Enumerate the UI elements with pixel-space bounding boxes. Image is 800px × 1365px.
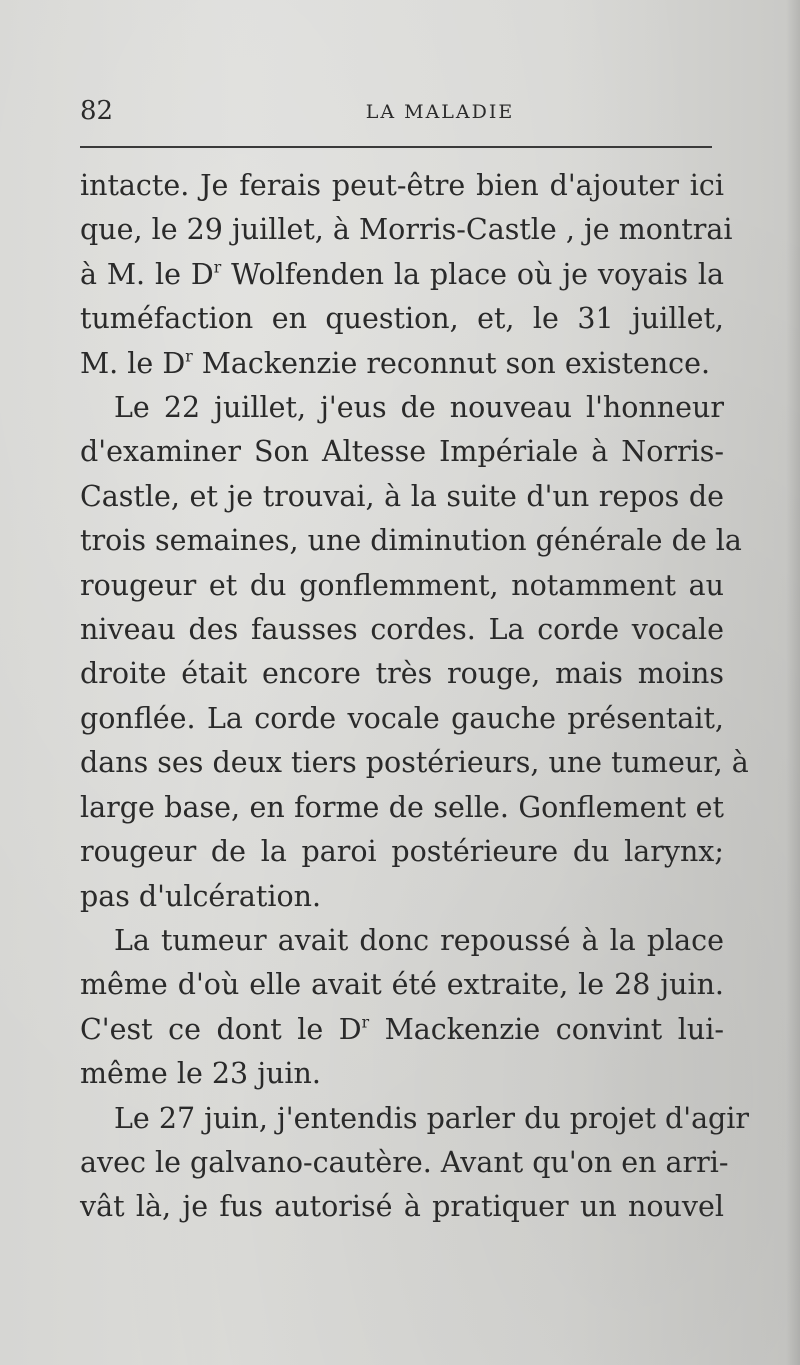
text-line xyxy=(80,1008,724,1052)
text-line xyxy=(80,342,724,386)
page-edge-shadow xyxy=(786,0,800,1365)
text-line-content: même le 23 juin. xyxy=(80,1057,321,1091)
text-line xyxy=(80,475,724,519)
text-line-content: même d'où elle avait été extraite, le 28 juin. xyxy=(80,968,724,1002)
page-number: 82 xyxy=(80,96,114,126)
text-line-content: large base, en forme de selle. Gonflement et xyxy=(80,790,724,824)
text-line xyxy=(80,1141,729,1185)
text-line xyxy=(80,1052,724,1096)
text-line-content: à M. le D xyxy=(80,257,214,291)
text-line-content: vât là, je fus autorisé à pratiquer un nouvel xyxy=(80,1190,724,1224)
text-line-content: Le 27 juin, j'entendis parler du projet d'agir xyxy=(114,1101,750,1135)
text-line xyxy=(80,519,742,563)
text-line-content: intacte. Je ferais peut-être bien d'ajouter ici xyxy=(80,169,724,202)
text-line-continuation: Mackenzie convint lui- xyxy=(369,1012,724,1046)
text-line xyxy=(80,786,724,830)
text-line-content: trois semaines, une diminution générale de la xyxy=(80,524,742,558)
running-title: LA MALADIE xyxy=(365,101,515,123)
text-line-content: droite était encore très rouge, mais moins xyxy=(80,657,724,691)
text-line xyxy=(80,386,724,430)
text-line xyxy=(80,564,724,608)
text-line-content: niveau des fausses cordes. La corde vocale xyxy=(80,613,724,647)
text-line-content: rougeur et du gonflemment, notamment au xyxy=(80,568,724,602)
text-line-content: Castle, et je trouvai, à la suite d'un repos de xyxy=(80,479,724,513)
text-line xyxy=(80,208,733,252)
text-line xyxy=(80,652,724,696)
text-line xyxy=(80,1185,724,1229)
text-line xyxy=(80,697,724,741)
text-line xyxy=(80,919,724,963)
text-line xyxy=(80,1097,750,1141)
header-rule xyxy=(80,146,712,148)
text-line xyxy=(80,297,724,341)
text-line-content: pas d'ulcération. xyxy=(80,879,322,913)
text-line xyxy=(80,253,724,297)
text-line xyxy=(80,741,749,785)
text-line-content: dans ses deux tiers postérieurs, une tumeur, à xyxy=(80,746,749,780)
body-text xyxy=(80,164,750,1230)
running-head xyxy=(80,96,720,130)
text-line-content: d'examiner Son Altesse Impériale à Norris- xyxy=(80,435,724,469)
superscript: r xyxy=(185,345,193,365)
text-line-content: La tumeur avait donc repoussé à la place xyxy=(114,923,724,957)
text-line xyxy=(80,430,724,474)
text-line-continuation: Mackenzie reconnut son existence. xyxy=(192,346,711,380)
superscript: r xyxy=(361,1011,370,1031)
text-line-content: M. le D xyxy=(80,346,186,380)
text-line-content: tuméfaction en question, et, le 31 juillet, xyxy=(80,302,724,336)
text-line-continuation: Wolfenden la place où je voyais la xyxy=(221,257,724,291)
text-line-content: que, le 29 juillet, à Morris-Castle , je montrai xyxy=(80,213,733,247)
superscript: r xyxy=(213,257,222,277)
text-line xyxy=(80,164,724,208)
text-line xyxy=(80,608,724,652)
text-line xyxy=(80,830,724,874)
text-line-content: avec le galvano-cautère. Avant qu'on en arri- xyxy=(80,1145,729,1179)
text-line xyxy=(80,875,724,919)
text-line-content: Le 22 juillet, j'eus de nouveau l'honneur xyxy=(114,391,724,425)
text-line-content: C'est ce dont le D xyxy=(80,1012,362,1046)
text-line-content: rougeur de la paroi postérieure du larynx; xyxy=(80,835,724,869)
text-line xyxy=(80,963,724,1007)
text-line-content: gonflée. La corde vocale gauche présentait, xyxy=(80,701,724,735)
